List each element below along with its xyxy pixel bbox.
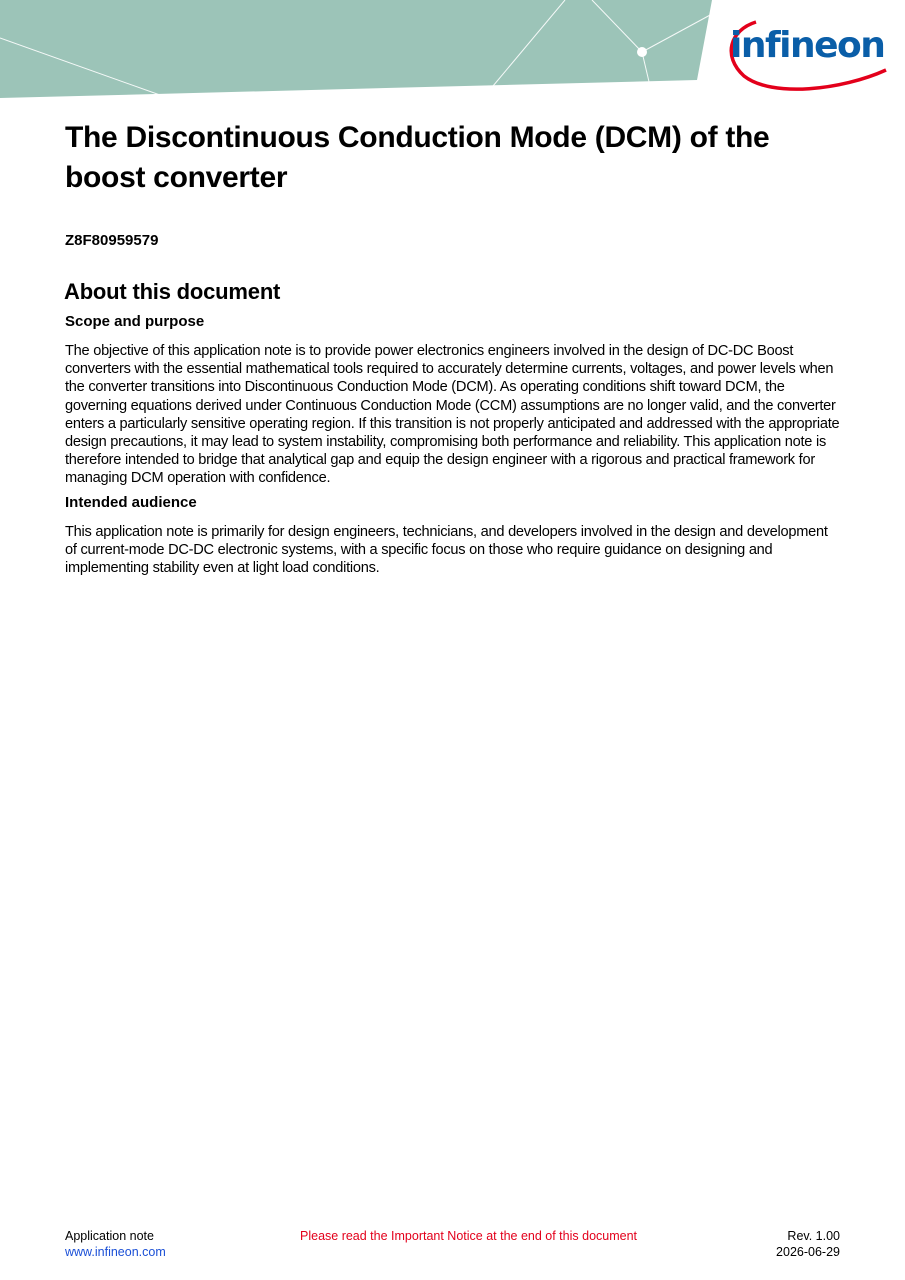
footer-revision: Rev. 1.00 [787,1229,840,1243]
logo-wordmark: infineon [730,25,885,66]
footer-website-link[interactable]: www.infineon.com [65,1245,166,1259]
scope-paragraph: The objective of this application note is to provide power electronics engineers involved in the design of DC-DC Boost converters with the essential mathematical tools required to accurately determine currents, voltages, and power levels when the converter transitions into Discontinuous Conduction Mode (DCM). As operating conditions shift toward DCM, the governing equations derived under Continuous Conduction Mode (CCM) assumptions are no longer valid, and the converter enters a particularly sensitive operating region. If this transition is not properly anticipated and addressed with the appropriate design precautions, it may lead to system instability, compromising both performance and reliability. This application note is therefore intended to bridge that analytical gap and equip the design engineer with a rigorous and practical framework for managing DCM operation with confidence. [65,343,840,487]
footer-notice: Please read the Important Notice at the end of this document [300,1229,638,1243]
document-id: Z8F80959579 [65,232,159,249]
audience-paragraph: This application note is primarily for design engineers, technicians, and developers involved in the design and development of current-mode DC-DC electronic systems, with a specific focus on those who require guidance on designing and implementing stability even at light load conditions. [65,523,828,577]
document-title: The Discontinuous Conduction Mode (DCM) of the boost converter [65,121,770,194]
document-body [65,118,840,577]
infineon-logo [722,14,890,94]
footer-date: 2026-06-29 [776,1245,840,1259]
about-heading: About this document [64,279,281,304]
footer-doc-type: Application note [65,1229,154,1243]
audience-heading: Intended audience [65,493,197,511]
scope-heading: Scope and purpose [65,313,205,330]
